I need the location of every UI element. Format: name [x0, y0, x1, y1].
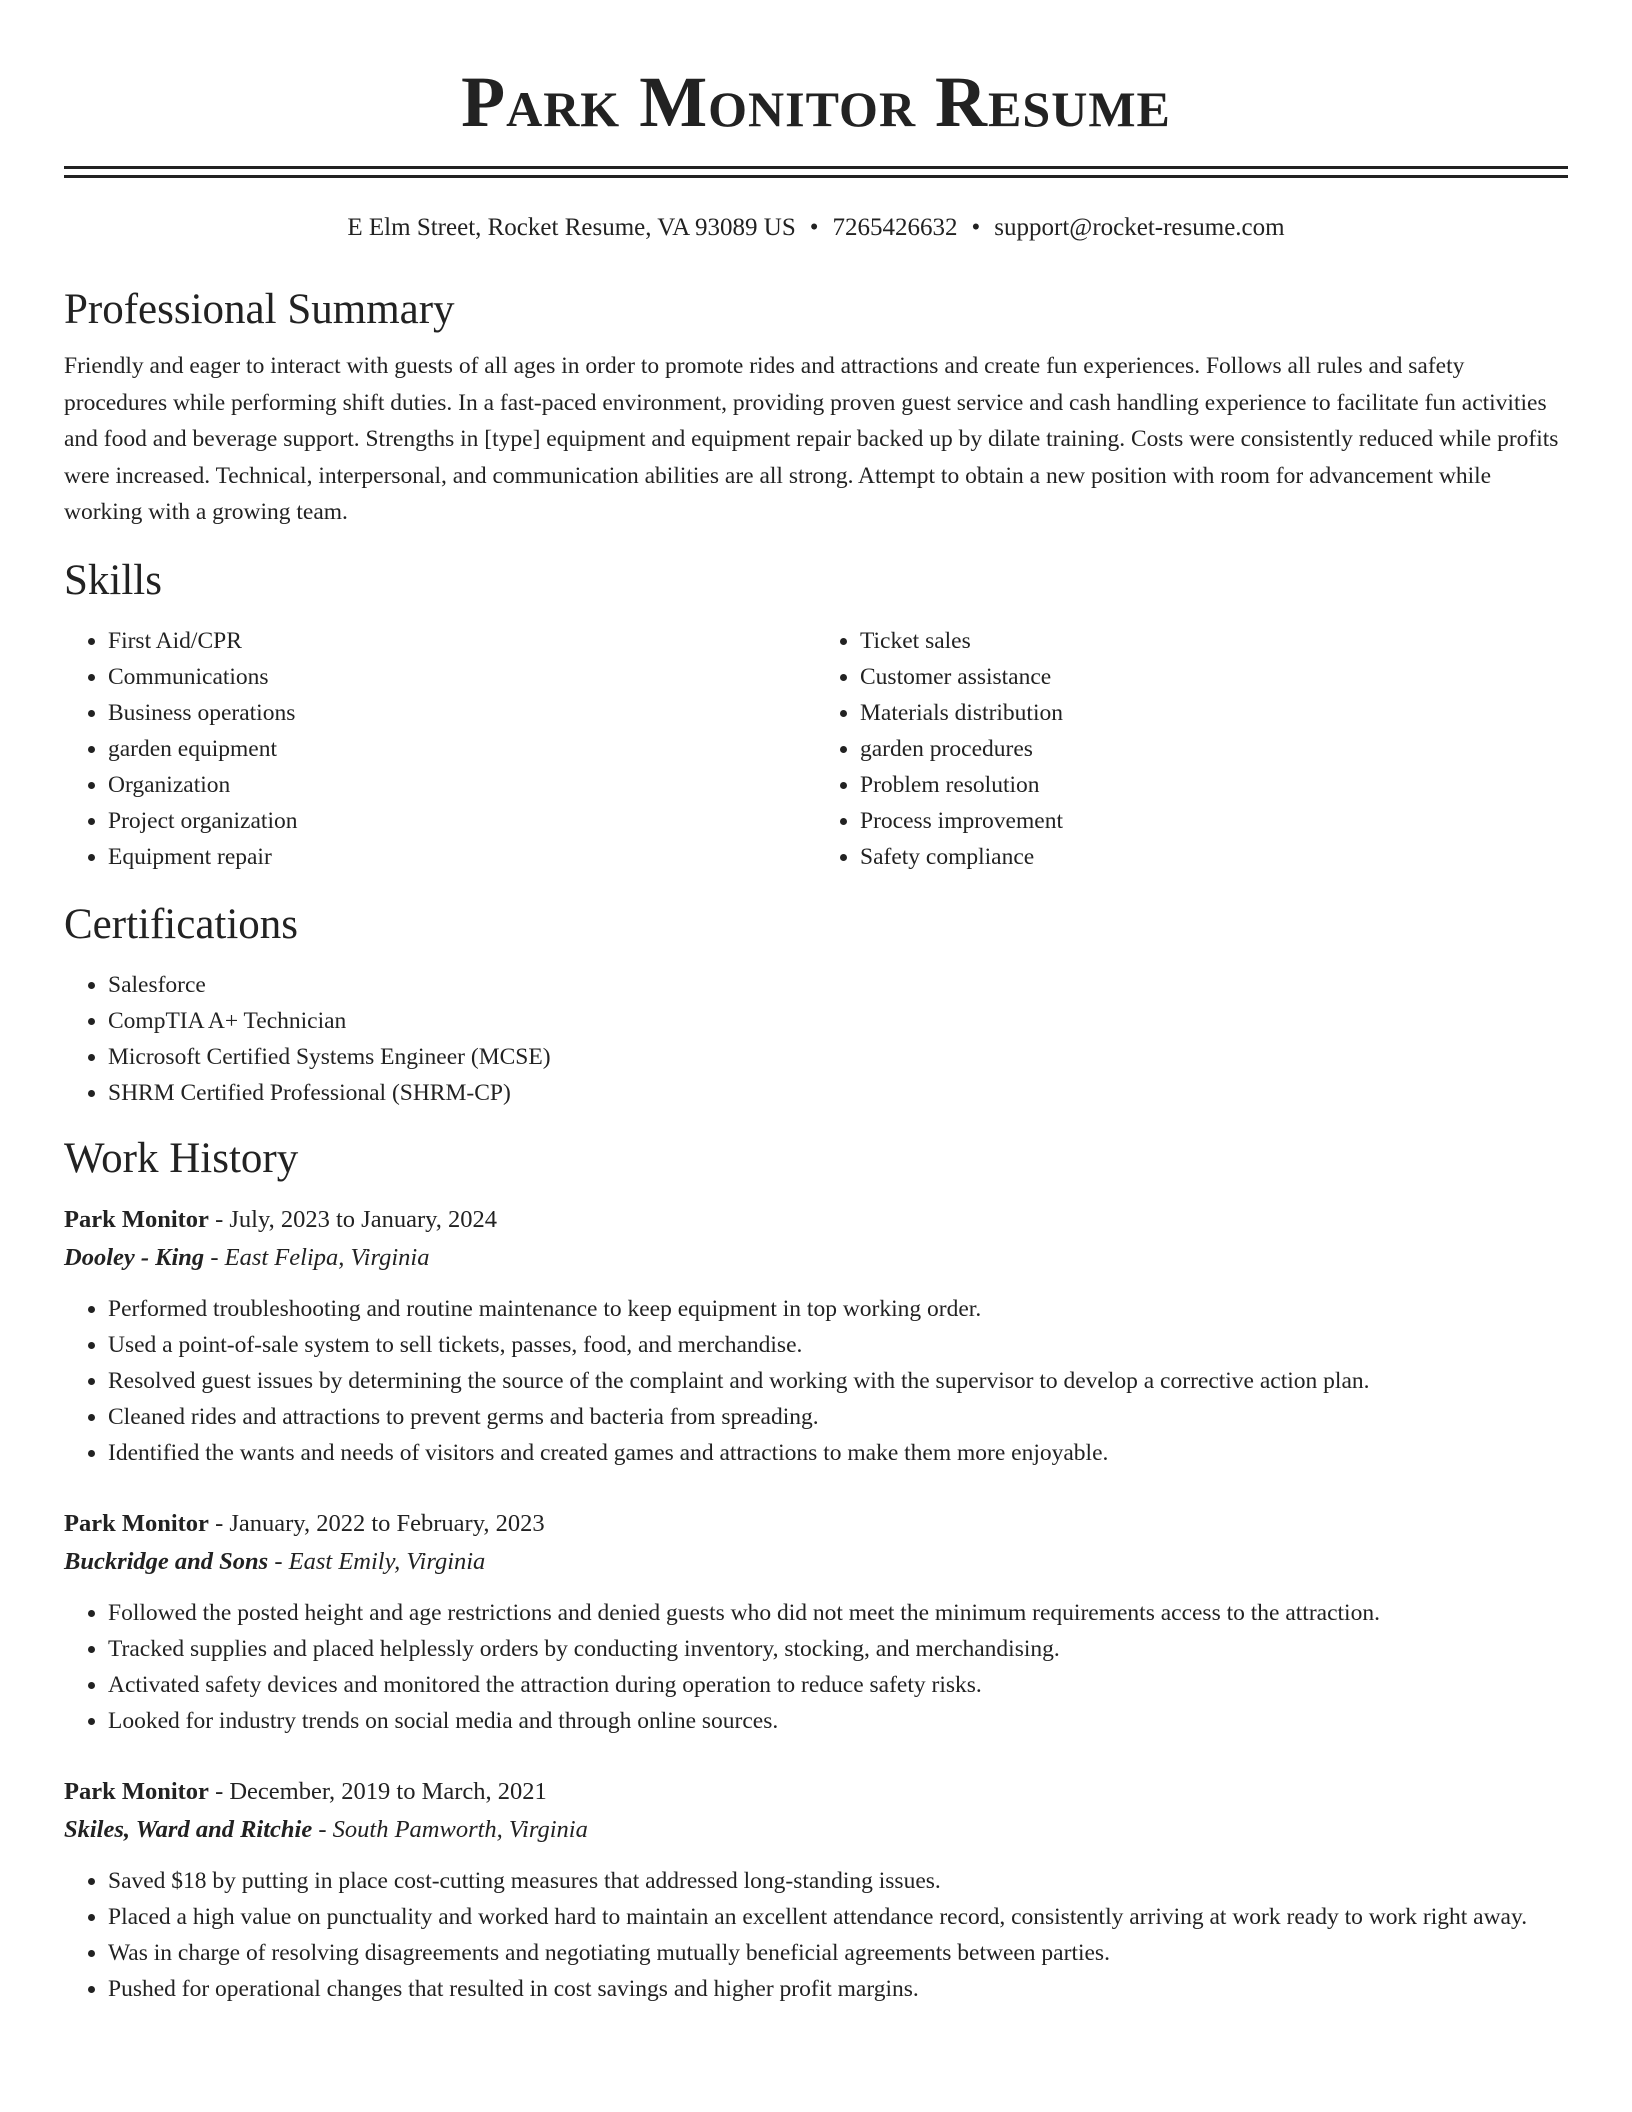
- summary-heading: Professional Summary: [64, 286, 455, 333]
- contact-email: support@rocket-resume.com: [994, 214, 1285, 241]
- job-location: East Emily, Virginia: [288, 1547, 486, 1575]
- job-company-line: Dooley - King - East Felipa, Virginia: [64, 1243, 430, 1271]
- skill-item: • Organization: [108, 767, 816, 803]
- certifications-heading: Certifications: [64, 900, 299, 948]
- resume-title: Park Monitor Resume: [461, 62, 1171, 142]
- contact-separator: •: [809, 214, 819, 241]
- title-divider-top: [64, 166, 1568, 169]
- job-bullets: [64, 1595, 1568, 1739]
- job-company-line: Skiles, Ward and Ritchie - South Pamworth, Virginia: [64, 1815, 588, 1843]
- resume-page: [64, 0, 1568, 2007]
- skill-item: • Equipment repair: [108, 839, 816, 875]
- job-title: Park Monitor: [64, 1777, 209, 1805]
- job-dates: December, 2019 to March, 2021: [229, 1777, 547, 1805]
- job-bullet: • Identified the wants and needs of visitors and created games and attractions to make them more enjoyable.: [108, 1435, 1568, 1471]
- skills-heading: Skills: [64, 556, 162, 604]
- job-entry: [64, 1505, 1568, 1739]
- job-bullet: • Performed troubleshooting and routine maintenance to keep equipment in top working order.: [108, 1291, 1568, 1327]
- certification-item: • CompTIA A+ Technician: [108, 1003, 1568, 1039]
- skill-item: • Project organization: [108, 803, 816, 839]
- skill-item: • garden procedures: [860, 731, 1568, 767]
- job-location: South Pamworth, Virginia: [332, 1815, 588, 1843]
- job-bullet: • Placed a high value on punctuality and worked hard to maintain an excellent attendance record, consistently arriving at work ready to work right away.: [108, 1899, 1568, 1935]
- contact-line: [64, 212, 1568, 244]
- job-company: Dooley - King: [64, 1243, 205, 1271]
- job-bullet: • Followed the posted height and age restrictions and denied guests who did not meet the minimum requirements access to the attraction.: [108, 1595, 1568, 1631]
- job-company: Skiles, Ward and Ritchie: [64, 1815, 313, 1843]
- certifications-list: [64, 967, 1568, 1111]
- job-bullet: • Pushed for operational changes that resulted in cost savings and higher profit margins.: [108, 1971, 1568, 2007]
- job-title-line: Park Monitor - July, 2023 to January, 2024: [64, 1205, 498, 1233]
- title-divider-bottom: [64, 175, 1568, 178]
- skills-columns: [64, 623, 1568, 875]
- skill-item: • Customer assistance: [860, 659, 1568, 695]
- job-title-line: Park Monitor - January, 2022 to February, 2023: [64, 1509, 545, 1537]
- job-title: Park Monitor: [64, 1205, 209, 1233]
- contact-phone: 7265426632: [832, 214, 958, 241]
- job-bullet: • Saved $18 by putting in place cost-cutting measures that addressed long-standing issues.: [108, 1863, 1568, 1899]
- skill-item: • First Aid/CPR: [108, 623, 816, 659]
- job-bullets: [64, 1863, 1568, 2007]
- work-history-heading: Work History: [64, 1134, 299, 1182]
- job-bullet: • Cleaned rides and attractions to prevent germs and bacteria from spreading.: [108, 1399, 1568, 1435]
- job-dates: July, 2023 to January, 2024: [229, 1205, 498, 1233]
- skill-item: • Problem resolution: [860, 767, 1568, 803]
- contact-separator: •: [971, 214, 981, 241]
- skill-item: • Process improvement: [860, 803, 1568, 839]
- job-dates: January, 2022 to February, 2023: [229, 1509, 545, 1537]
- summary-text: Friendly and eager to interact with guests of all ages in order to promote rides and attractions and create fun experiences. Follows all rules and safety procedures while performing shift duties. In a fast-paced environment, providing proven guest service and cash handling experience to facilitate fun activities and food and beverage support. Strengths in [type] equipment and equipment repair backed up by dilate training. Costs were consistently reduced while profits were increased. Technical, interpersonal, and communication abilities are all strong. Attempt to obtain a new position with room for advancement while working with a growing team.: [64, 353, 1559, 525]
- job-bullet: • Used a point-of-sale system to sell tickets, passes, food, and merchandise.: [108, 1327, 1568, 1363]
- job-bullet: • Was in charge of resolving disagreements and negotiating mutually beneficial agreements between parties.: [108, 1935, 1568, 1971]
- job-bullet: • Tracked supplies and placed helplessly orders by conducting inventory, stocking, and merchandising.: [108, 1631, 1568, 1667]
- job-bullet: • Looked for industry trends on social media and through online sources.: [108, 1703, 1568, 1739]
- job-bullets: [64, 1291, 1568, 1471]
- skills-right-list: [816, 623, 1568, 875]
- skill-item: • garden equipment: [108, 731, 816, 767]
- job-entry: [64, 1201, 1568, 1471]
- certification-item: • SHRM Certified Professional (SHRM-CP): [108, 1075, 1568, 1111]
- skill-item: • Materials distribution: [860, 695, 1568, 731]
- skill-item: • Safety compliance: [860, 839, 1568, 875]
- job-company: Buckridge and Sons: [64, 1547, 269, 1575]
- certification-item: • Microsoft Certified Systems Engineer (MCSE): [108, 1039, 1568, 1075]
- skill-item: • Business operations: [108, 695, 816, 731]
- job-entry: [64, 1773, 1568, 2007]
- skills-left-list: [64, 623, 816, 875]
- job-title: Park Monitor: [64, 1509, 209, 1537]
- certification-item: • Salesforce: [108, 967, 1568, 1003]
- contact-address: E Elm Street, Rocket Resume, VA 93089 US: [347, 214, 796, 241]
- skill-item: • Ticket sales: [860, 623, 1568, 659]
- job-bullet: • Resolved guest issues by determining the source of the complaint and working with the supervisor to develop a corrective action plan.: [108, 1363, 1568, 1399]
- job-bullet: • Activated safety devices and monitored the attraction during operation to reduce safety risks.: [108, 1667, 1568, 1703]
- skill-item: • Communications: [108, 659, 816, 695]
- job-company-line: Buckridge and Sons - East Emily, Virginia: [64, 1547, 486, 1575]
- job-location: East Felipa, Virginia: [224, 1243, 430, 1271]
- job-title-line: Park Monitor - December, 2019 to March, 2021: [64, 1777, 547, 1805]
